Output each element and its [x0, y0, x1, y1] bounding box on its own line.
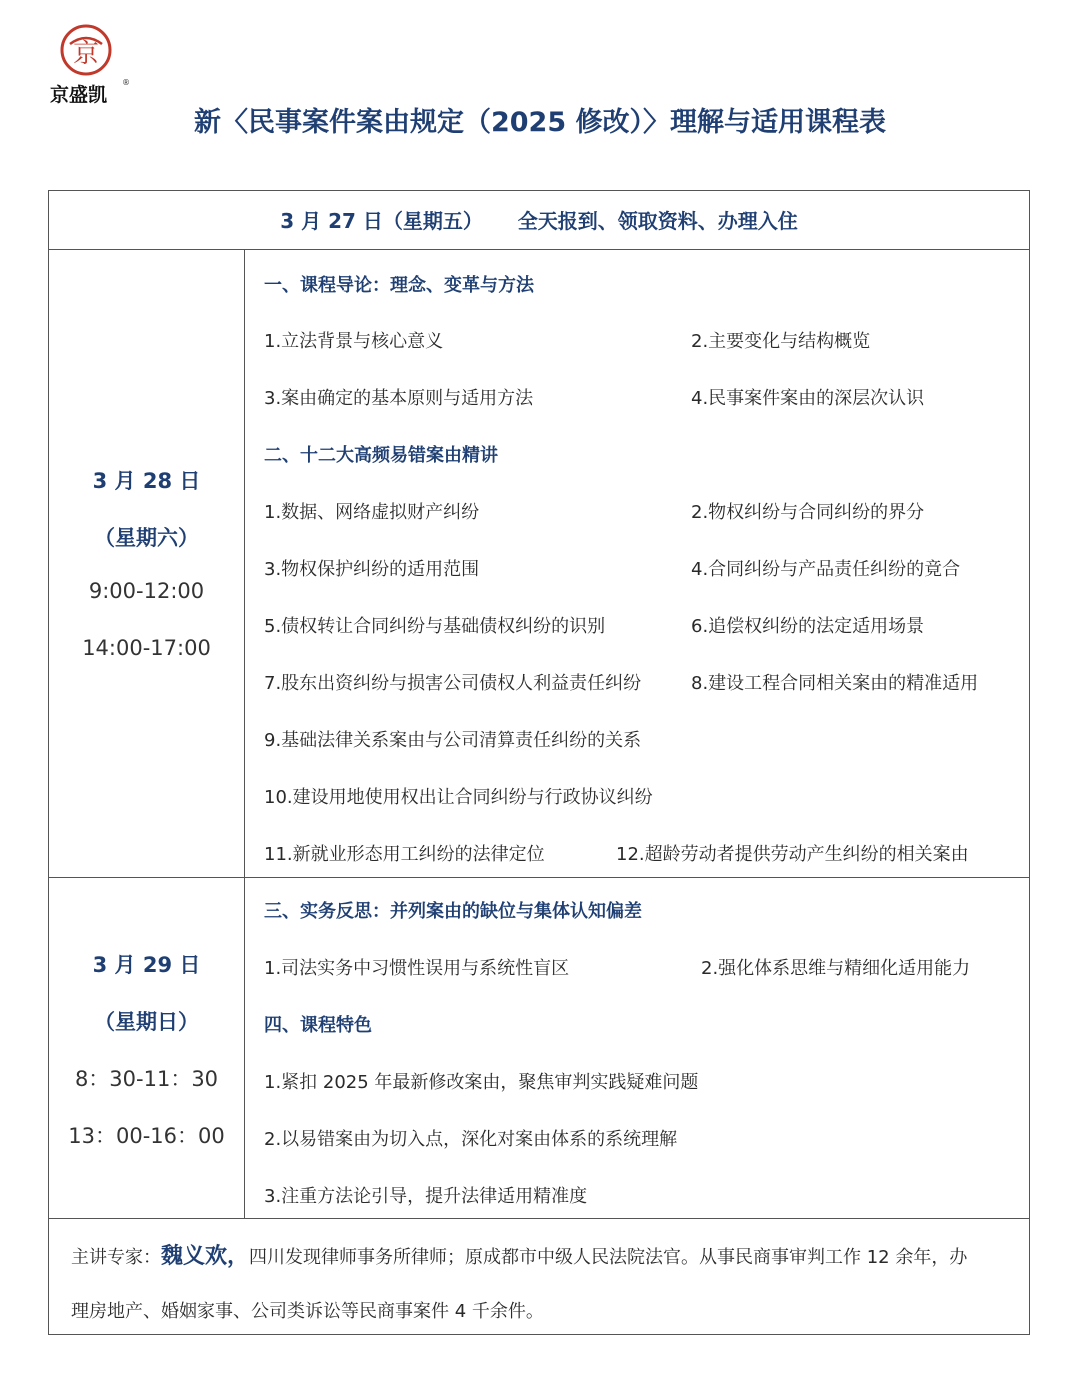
schedule-table [48, 190, 1030, 1335]
section2-item: 6.追偿权纠纷的法定适用场景 [691, 616, 925, 637]
section2-item: 2.物权纠纷与合同纠纷的界分 [691, 502, 925, 523]
company-logo [50, 22, 130, 108]
logo-brand-text: 京盛凯 [50, 84, 108, 106]
day3-content-cell [244, 877, 1031, 1218]
section2-heading: 二、十二大高频易错案由精讲 [264, 445, 498, 466]
day2-content-cell [244, 249, 1031, 877]
section1-item: 3.案由确定的基本原则与适用方法 [264, 388, 534, 409]
section2-item: 9.基础法律关系案由与公司清算责任纠纷的关系 [264, 730, 642, 751]
day2-weekday: （星期六） [94, 526, 199, 550]
section4-item: 3.注重方法论引导，提升法律适用精准度 [264, 1186, 588, 1207]
day2-date-cell [49, 249, 244, 877]
expert-label: 主讲专家： [71, 1247, 161, 1268]
registration-row: 3 月 27 日（星期五） 全天报到、领取资料、办理入住 [280, 209, 798, 233]
section3-heading: 三、实务反思：并列案由的缺位与集体认知偏差 [264, 901, 642, 922]
day3-time-morning: 8：30-11：30 [74, 1067, 219, 1091]
expert-line-1 [71, 1239, 967, 1270]
logo-mark-char: 京 [72, 39, 100, 69]
section2-item: 10.建设用地使用权出让合同纠纷与行政协议纠纷 [264, 787, 653, 808]
section2-item: 5.债权转让合同纠纷与基础债权纠纷的识别 [264, 616, 606, 637]
row-divider [49, 1218, 1029, 1219]
logo-registered-mark: ® [122, 78, 130, 87]
day3-date-cell [49, 877, 244, 1218]
day3-time-afternoon: 13：00-16：00 [68, 1124, 225, 1148]
section2-item: 8.建设工程合同相关案由的精准适用 [691, 673, 979, 694]
section2-item: 4.合同纠纷与产品责任纠纷的竟合 [691, 559, 961, 580]
section4-heading: 四、课程特色 [264, 1015, 372, 1036]
day3-date: 3 月 29 日 [92, 953, 201, 977]
jing-seal-icon [58, 22, 114, 78]
section2-item: 12.超龄劳动者提供劳动产生纠纷的相关案由 [616, 844, 969, 865]
section2-item: 1.数据、网络虚拟财产纠纷 [264, 502, 480, 523]
section4-item: 1.紧扣 2025 年最新修改案由，聚焦审判实践疑难问题 [264, 1072, 699, 1093]
day2-time-morning: 9:00-12:00 [88, 579, 205, 603]
section2-item: 7.股东出资纠纷与损害公司债权人利益责任纠纷 [264, 673, 642, 694]
section1-heading: 一、课程导论：理念、变革与方法 [264, 275, 534, 296]
section3-item: 2.强化体系思维与精细化适用能力 [701, 958, 971, 979]
section2-item: 11.新就业形态用工纠纷的法律定位 [264, 844, 545, 865]
page-title: 新〈民事案件案由规定（2025 修改）〉理解与适用课程表 [193, 107, 887, 138]
day2-date: 3 月 28 日 [92, 469, 201, 493]
section1-item: 1.立法背景与核心意义 [264, 331, 444, 352]
section1-item: 2.主要变化与结构概览 [691, 331, 871, 352]
section3-item: 1.司法实务中习惯性误用与系统性盲区 [264, 958, 570, 979]
section2-item: 3.物权保护纠纷的适用范围 [264, 559, 480, 580]
expert-bio-2: 理房地产、婚姻家事、公司类诉讼等民商事案件 4 千余件。 [71, 1301, 544, 1322]
section1-item: 4.民事案件案由的深层次认识 [691, 388, 925, 409]
day2-time-afternoon: 14:00-17:00 [82, 636, 211, 660]
expert-name: 魏义欢， [161, 1244, 250, 1269]
expert-bio-1: 四川发现律师事务所律师；原成都市中级人民法院法官。从事民商事审判工作 12 余年，办 [249, 1247, 968, 1268]
day3-weekday: （星期日） [94, 1010, 199, 1034]
section4-item: 2.以易错案由为切入点，深化对案由体系的系统理解 [264, 1129, 678, 1150]
